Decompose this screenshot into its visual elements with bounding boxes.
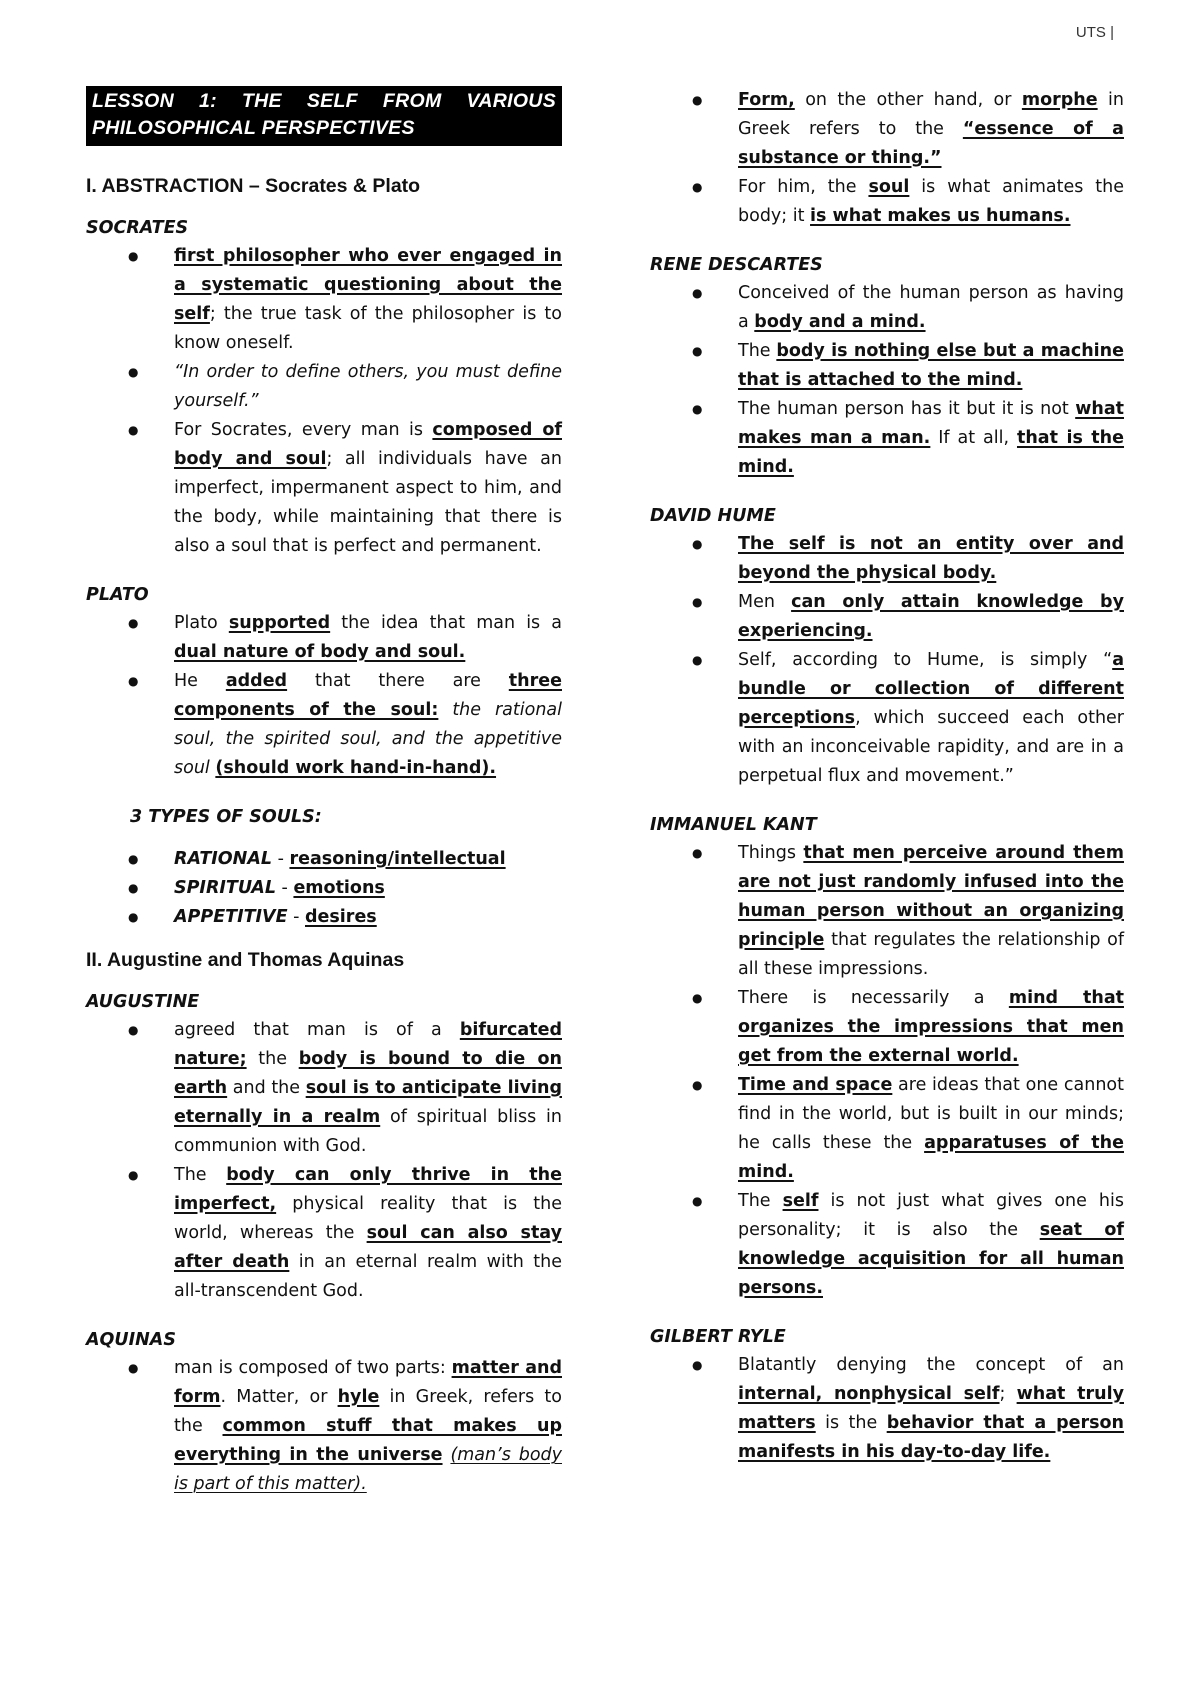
- aquinas-list-continued: [650, 86, 1124, 231]
- philosopher-heading-plato: PLATO: [86, 585, 149, 605]
- right-column: [650, 86, 1124, 1467]
- philosopher-heading-hume: DAVID HUME: [650, 506, 776, 526]
- lesson-title-line-2: PHILOSOPHICAL PERSPECTIVES: [92, 117, 415, 139]
- section-heading-abstraction: I. ABSTRACTION – Socrates & Plato: [86, 175, 421, 197]
- list-item: ● He added that there are three components of the soul: the rational soul, the spirited soul, and the appetitive soul (should work hand-in-hand).: [86, 667, 562, 783]
- list-item: ● For Socrates, every man is composed of body and soul; all individuals have an imperfect, impermanent aspect to him, and the body, while maintaining that there is also a soul that is perfect and permanent.: [86, 416, 562, 561]
- ryle-list: [650, 1351, 1124, 1467]
- list-item: ● Conceived of the human person as having a body and a mind.: [650, 279, 1124, 337]
- list-item: ● Plato supported the idea that man is a dual nature of body and soul.: [86, 609, 562, 667]
- list-item: ● The body is nothing else but a machine that is attached to the mind.: [650, 337, 1124, 395]
- list-item: ● Men can only attain knowledge by experiencing.: [650, 588, 1124, 646]
- list-item: ● agreed that man is of a bifurcated nature; the body is bound to die on earth and the soul is to anticipate living eternally in a realm of spiritual bliss in communion with God.: [86, 1016, 562, 1161]
- philosopher-heading-kant: IMMANUEL KANT: [650, 815, 817, 835]
- section-heading-augustine-aquinas: II. Augustine and Thomas Aquinas: [86, 949, 405, 971]
- soul-types-list: [86, 845, 562, 932]
- philosopher-heading-descartes: RENE DESCARTES: [650, 255, 823, 275]
- list-item: ● SPIRITUAL - emotions: [86, 874, 562, 903]
- philosopher-heading-aquinas: AQUINAS: [86, 1330, 176, 1350]
- plato-list: [86, 609, 562, 783]
- kant-list: [650, 839, 1124, 1303]
- list-item: ● Time and space are ideas that one cannot find in the world, but is built in our minds; he calls these the apparatuses of the mind.: [650, 1071, 1124, 1187]
- left-column: [86, 86, 562, 1499]
- list-item: ● APPETITIVE - desires: [86, 903, 562, 932]
- list-item: ● first philosopher who ever engaged in a systematic questioning about the self; the true task of the philosopher is to know oneself.: [86, 242, 562, 358]
- list-item: ● Self, according to Hume, is simply “a bundle or collection of different perceptions, which succeed each other with an inconceivable rapidity, and are in a perpetual flux and movement.”: [650, 646, 1124, 791]
- socrates-list: [86, 242, 562, 561]
- philosopher-heading-socrates: SOCRATES: [86, 218, 189, 238]
- list-item: ● Blatantly denying the concept of an internal, nonphysical self; what truly matters is the behavior that a person manifests in his day-to-day life.: [650, 1351, 1124, 1467]
- list-item: ● The self is not an entity over and beyond the physical body.: [650, 530, 1124, 588]
- list-item: ● RATIONAL - reasoning/intellectual: [86, 845, 562, 874]
- list-item: ● Things that men perceive around them are not just randomly infused into the human person without an organizing principle that regulates the relationship of all these impressions.: [650, 839, 1124, 984]
- list-item: ● There is necessarily a mind that organizes the impressions that men get from the external world.: [650, 984, 1124, 1071]
- running-header: UTS |: [1075, 24, 1114, 41]
- hume-list: [650, 530, 1124, 791]
- soul-types-heading: 3 TYPES OF SOULS:: [130, 807, 322, 827]
- list-item: ● “In order to define others, you must define yourself.”: [86, 358, 562, 416]
- aquinas-list: [86, 1354, 562, 1499]
- list-item: ● For him, the soul is what animates the body; it is what makes us humans.: [650, 173, 1124, 231]
- philosopher-heading-ryle: GILBERT RYLE: [650, 1327, 786, 1347]
- descartes-list: [650, 279, 1124, 482]
- list-item: ● The human person has it but it is not what makes man a man. If at all, that is the mind.: [650, 395, 1124, 482]
- philosopher-heading-augustine: AUGUSTINE: [86, 992, 200, 1012]
- lesson-title: [86, 86, 562, 146]
- list-item: ● The self is not just what gives one his personality; it is also the seat of knowledge acquisition for all human persons.: [650, 1187, 1124, 1303]
- lesson-title-line-1: LESSON 1: THE SELF FROM VARIOUS: [92, 90, 556, 112]
- list-item: ● man is composed of two parts: matter and form. Matter, or hyle in Greek, refers to the common stuff that makes up everything in the universe (man’s body is part of this matter).: [86, 1354, 562, 1499]
- augustine-list: [86, 1016, 562, 1306]
- list-item: ● Form, on the other hand, or morphe in Greek refers to the “essence of a substance or thing.”: [650, 86, 1124, 173]
- list-item: ● The body can only thrive in the imperfect, physical reality that is the world, whereas the soul can also stay after death in an eternal realm with the all-transcendent God.: [86, 1161, 562, 1306]
